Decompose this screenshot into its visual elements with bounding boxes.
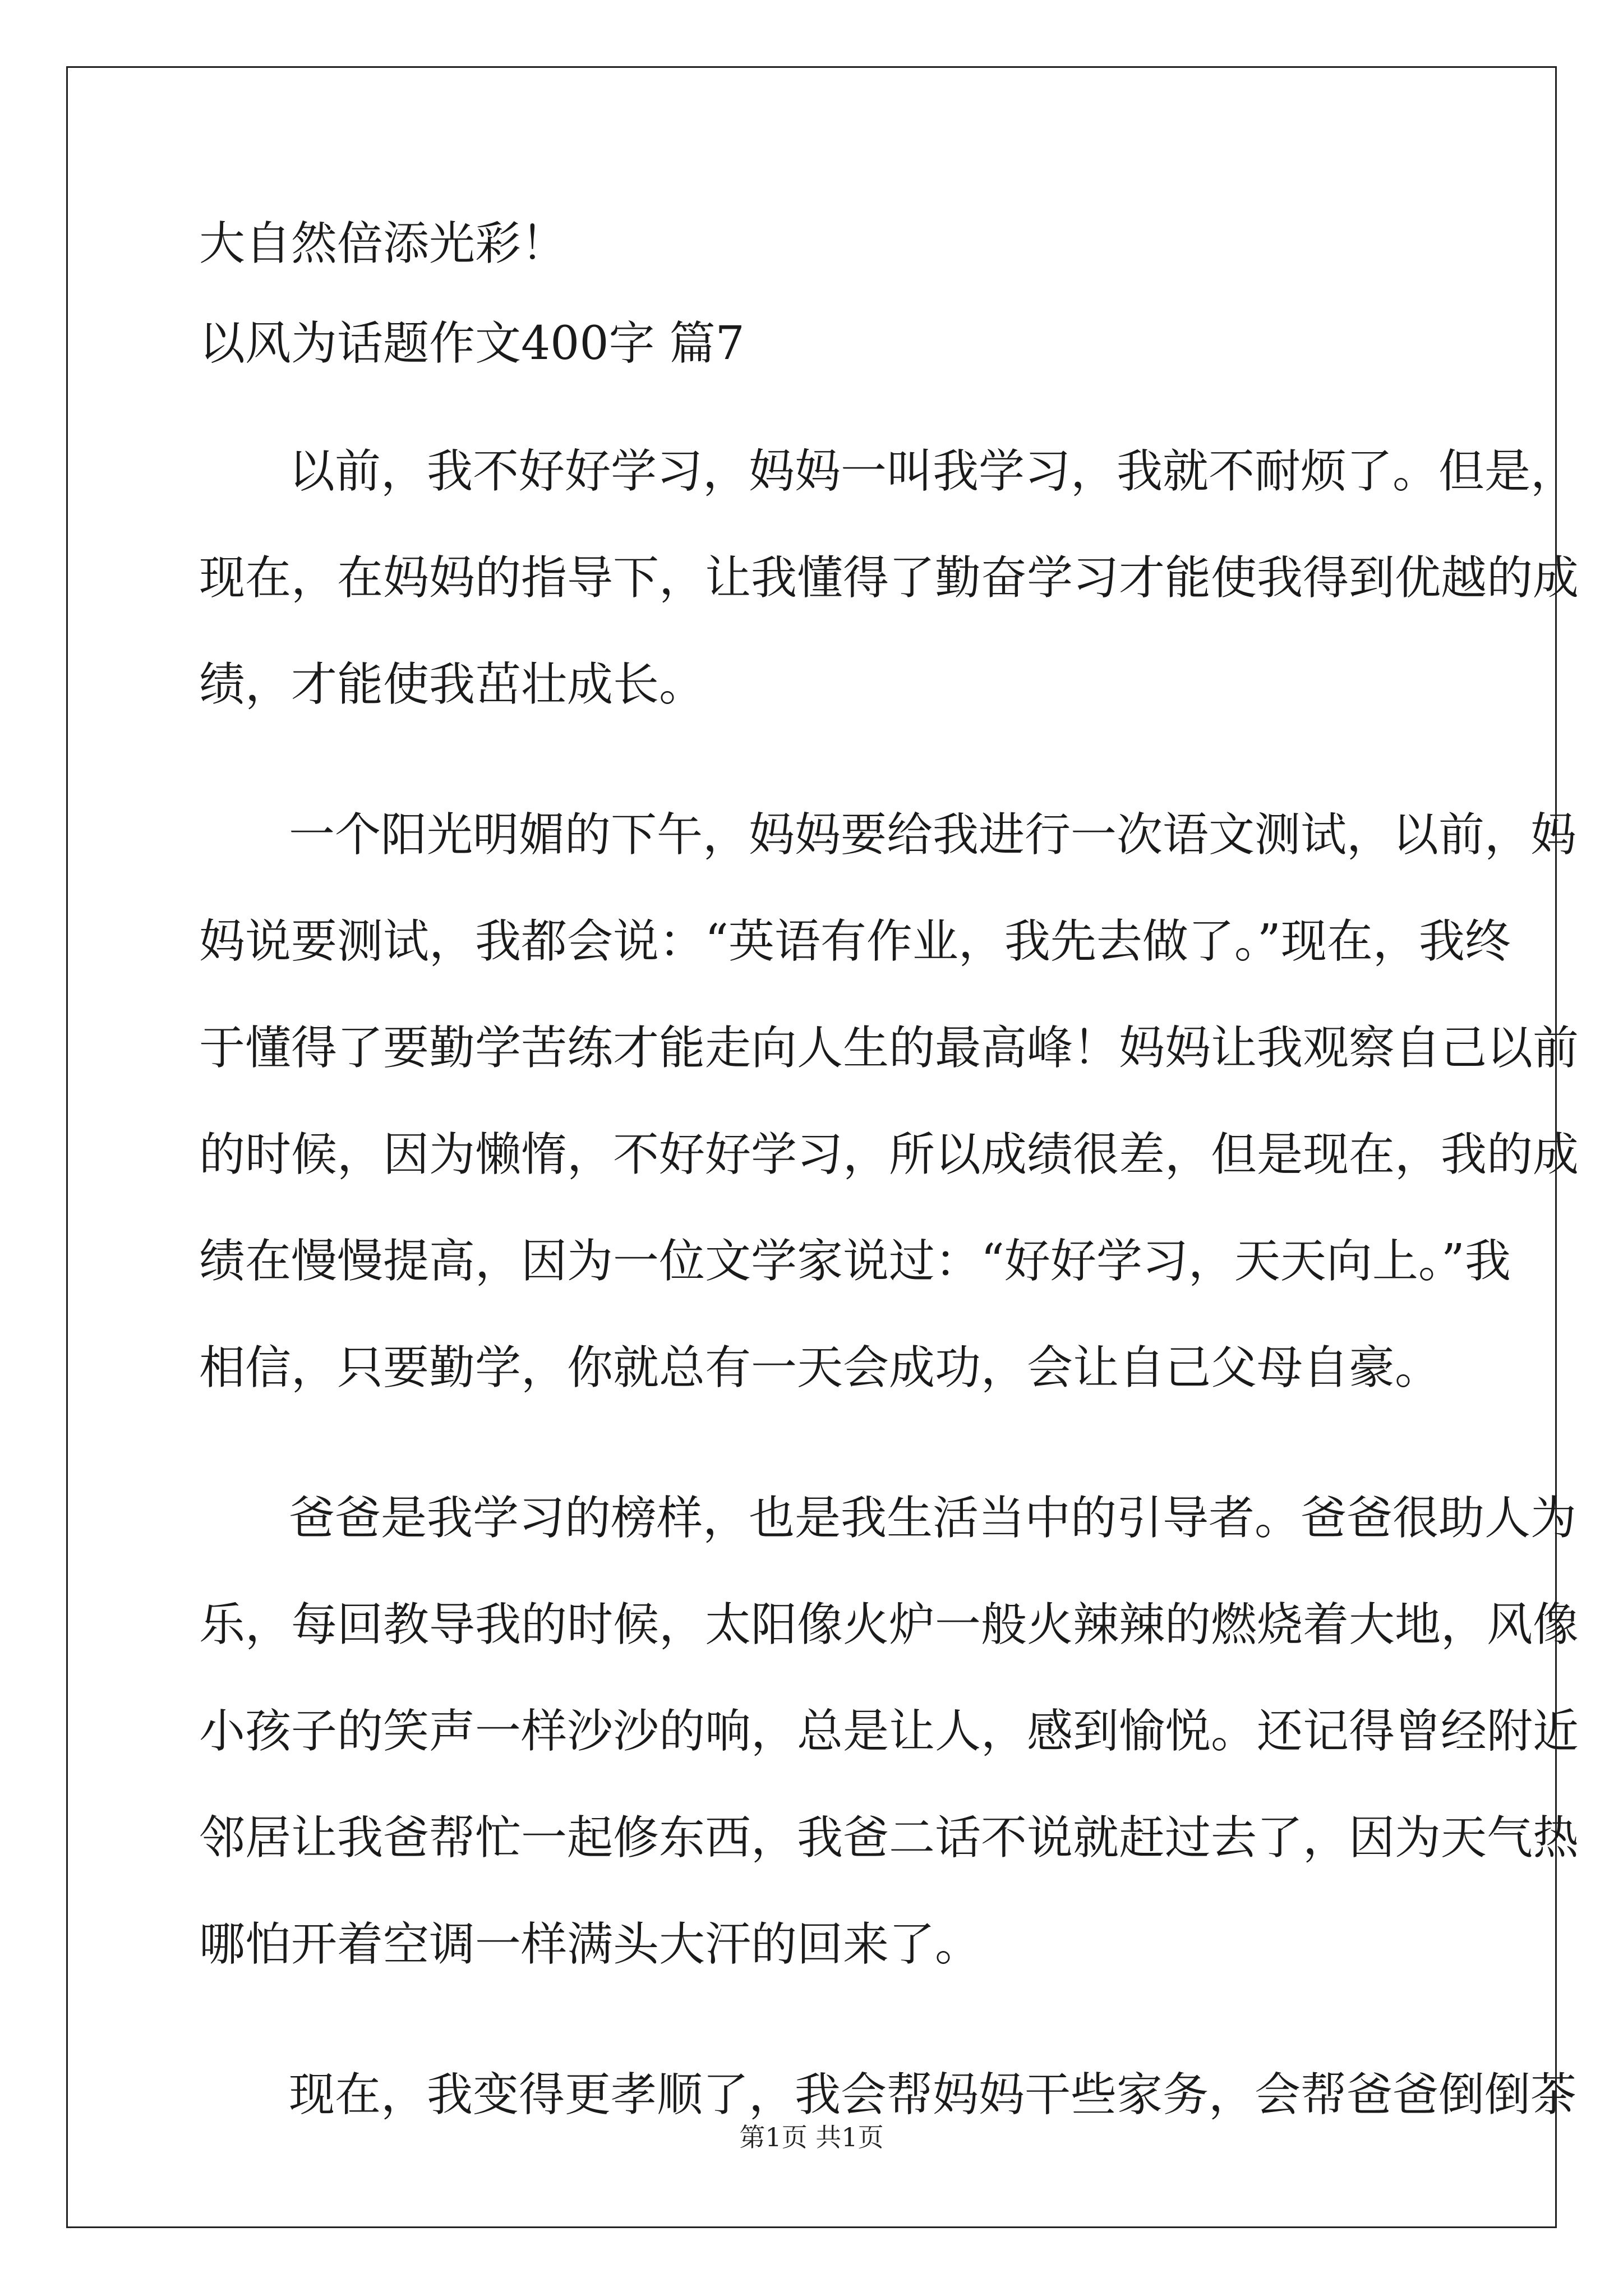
paragraph-line: 现在，我变得更孝顺了，我会帮妈妈干些家务，会帮爸爸倒倒茶 <box>289 2068 1577 2122</box>
paragraph-line: 一个阳光明媚的下午，妈妈要给我进行一次语文测试，以前，妈 <box>289 808 1577 862</box>
paragraph-3 <box>199 1465 1579 1998</box>
paragraph-line: 小孩子的笑声一样沙沙的响，总是让人，感到愉悦。还记得曾经附近 <box>199 1705 1579 1758</box>
closing-line: 大自然倍添光彩！ <box>199 217 568 270</box>
paragraph-line: 乐，每回教导我的时候，太阳像火炉一般火辣辣的燃烧着大地，风像 <box>199 1598 1579 1651</box>
paragraph-line: 于懂得了要勤学苦练才能走向人生的最高峰！妈妈让我观察自己以前 <box>199 1022 1579 1075</box>
document-body <box>199 213 1579 2192</box>
paragraph-2 <box>199 782 1579 1421</box>
paragraph-line: 爸爸是我学习的榜样，也是我生活当中的引导者。爸爸很助人为 <box>289 1492 1577 1545</box>
paragraph-line: 的时候，因为懒惰，不好好学习，所以成绩很差，但是现在，我的成 <box>199 1128 1579 1181</box>
paragraph-line: 哪怕开着空调一样满头大汗的回来了。 <box>199 1918 981 1971</box>
essay-heading: 以风为话题作文400字 篇7 <box>199 317 745 370</box>
paragraph-1 <box>199 418 1579 738</box>
paragraph-line: 妈说要测试，我都会说：“英语有作业，我先去做了。”现在，我终 <box>199 915 1511 968</box>
page-footer: 第1页 共1页 <box>739 2122 884 2152</box>
paragraph-line: 邻居让我爸帮忙一起修东西，我爸二话不说就赶过去了，因为天气热 <box>199 1811 1579 1865</box>
paragraph-line: 绩，才能使我茁壮成长。 <box>199 658 706 711</box>
paragraph-line: 绩在慢慢提高，因为一位文学家说过：“好好学习，天天向上。”我 <box>199 1235 1511 1288</box>
paragraph-line: 相信，只要勤学，你就总有一天会成功，会让自己父母自豪。 <box>199 1341 1441 1395</box>
paragraph-line: 现在，在妈妈的指导下，让我懂得了勤奋学习才能使我得到优越的成 <box>199 551 1579 605</box>
paragraph-line: 以前，我不好好学习，妈妈一叫我学习，我就不耐烦了。但是， <box>289 445 1577 498</box>
